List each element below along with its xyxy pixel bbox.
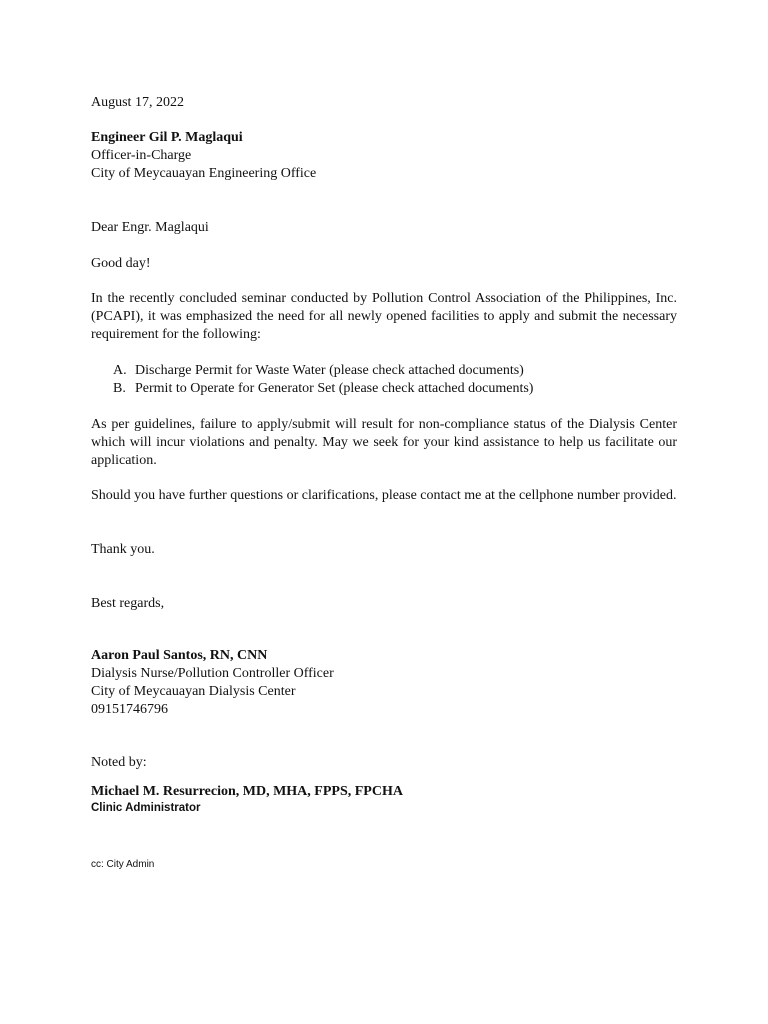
thanks: Thank you. (91, 542, 155, 557)
noted-by-label: Noted by: (91, 755, 147, 770)
salutation: Dear Engr. Maglaqui (91, 220, 209, 235)
sender-block (91, 647, 677, 719)
sender-title: Dialysis Nurse/Pollution Controller Officer (91, 666, 334, 681)
paragraph-seminar: In the recently concluded seminar conducted by Pollution Control Association of the Philippines, Inc. (PCAPI), it was emphasized the need for all newly opened facilities to apply and submit the necessary requirement for the following: (91, 291, 677, 342)
list-item (113, 380, 533, 398)
list-text: Discharge Permit for Waste Water (please check attached documents) (135, 363, 524, 378)
recipient-block (91, 129, 677, 183)
cc-line: cc: City Admin (91, 859, 155, 870)
letter-date: August 17, 2022 (91, 95, 184, 110)
noted-by-block (91, 783, 677, 815)
list-marker: B. (113, 381, 126, 396)
list-item (113, 362, 524, 380)
noted-by-title: Clinic Administrator (91, 802, 201, 814)
recipient-title: Officer-in-Charge (91, 148, 192, 163)
sender-phone: 09151746796 (91, 702, 168, 717)
recipient-name: Engineer Gil P. Maglaqui (91, 130, 243, 145)
paragraph-contact: Should you have further questions or clarifications, please contact me at the cellphone number provided. (91, 488, 677, 503)
sender-organization: City of Meycauayan Dialysis Center (91, 684, 296, 699)
paragraph-guidelines: As per guidelines, failure to apply/submit will result for non-compliance status of the Dialysis Center which will incur violations and penalty. May we seek for your kind assistance to help us facilitate our application. (91, 417, 677, 468)
list-text: Permit to Operate for Generator Set (please check attached documents) (135, 381, 534, 396)
list-marker: A. (113, 363, 127, 378)
sender-name: Aaron Paul Santos, RN, CNN (91, 648, 268, 663)
recipient-office: City of Meycauayan Engineering Office (91, 166, 317, 181)
greeting: Good day! (91, 256, 151, 271)
noted-by-name: Michael M. Resurrecion, MD, MHA, FPPS, FPCHA (91, 784, 403, 799)
closing: Best regards, (91, 596, 165, 611)
